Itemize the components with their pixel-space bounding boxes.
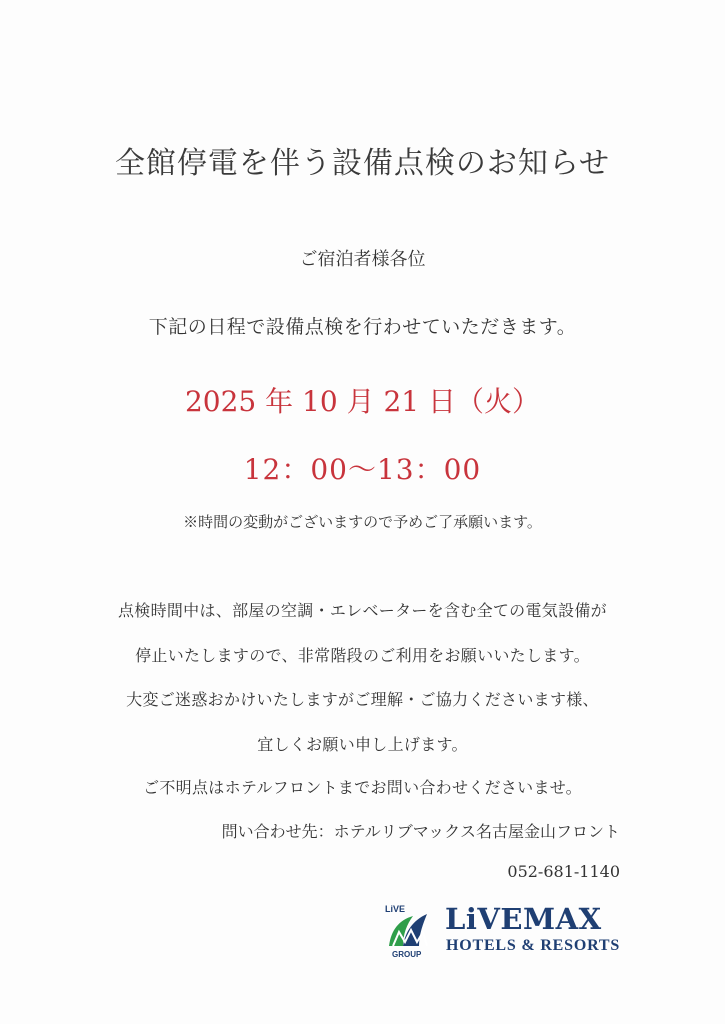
intro-text: 下記の日程で設備点検を行わせていただきます。 [148, 316, 577, 338]
body-line: 宜しくお願い申し上げます。 [257, 735, 468, 754]
time-change-note: ※時間の変動がございますので予めご了承願います。 [183, 513, 542, 531]
body-line: 大変ご迷惑おかけいたしますがご理解・ご協力くださいます様、 [126, 690, 599, 709]
livemax-logo [383, 902, 628, 962]
body-line: ご不明点はホテルフロントまでお問い合わせくださいませ。 [143, 778, 582, 797]
livemax-logo-icon [383, 902, 433, 960]
logo-mark-top-text: LiVE [385, 904, 406, 914]
phone-number: 052-681-1140 [507, 862, 620, 881]
logo-name: LiVEMAX [445, 902, 602, 936]
body-line: 点検時間中は、部屋の空調・エレベーターを含む全ての電気設備が [117, 601, 607, 620]
inspection-date: 2025 年 10 月 21 日（火） [184, 385, 541, 418]
notice-title: 全館停電を伴う設備点検のお知らせ [114, 146, 611, 181]
logo-subtitle: HOTELS & RESORTS [446, 937, 621, 954]
addressee: ご宿泊者様各位 [299, 249, 426, 270]
contact-info: 問い合わせ先：ホテルリブマックス名古屋金山フロント [221, 822, 620, 841]
inspection-time: 12：00〜13：00 [243, 453, 482, 486]
logo-mark-bottom-text: GROUP [392, 950, 422, 959]
body-line: 停止いたしますので、非常階段のご利用をお願いいたします。 [135, 646, 590, 665]
